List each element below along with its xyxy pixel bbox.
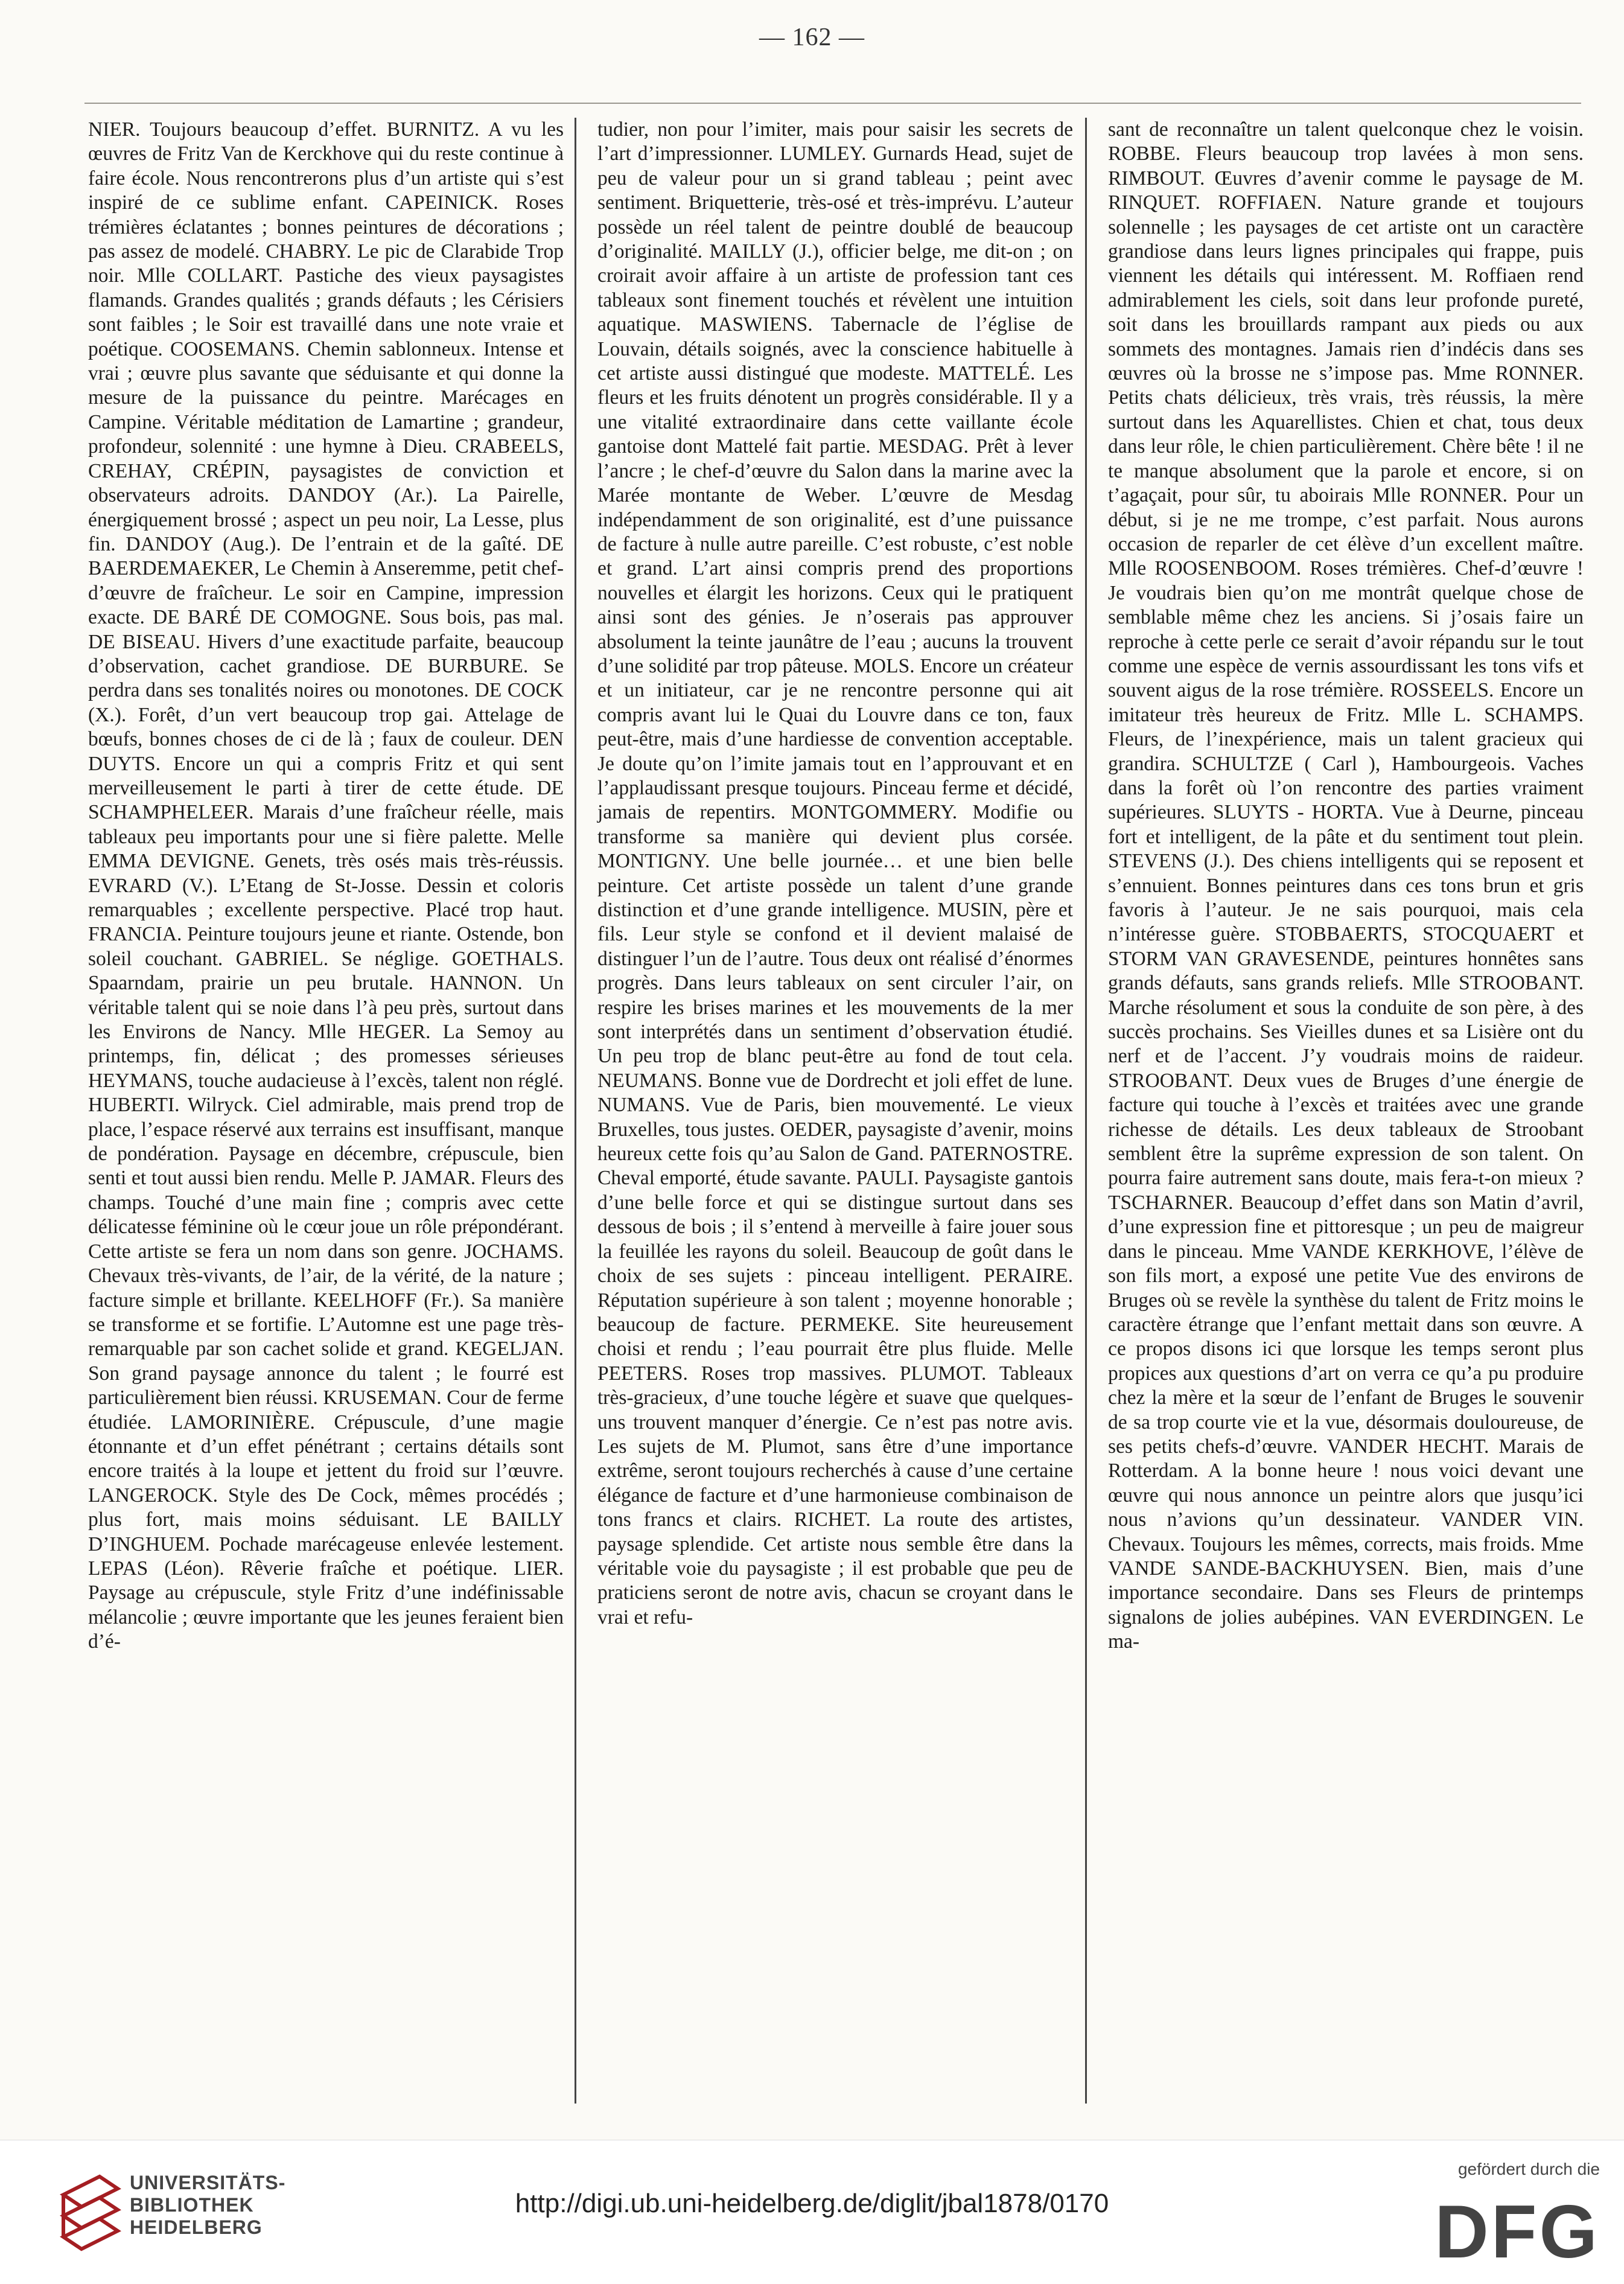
- column-separator: [1085, 118, 1087, 2104]
- footer-bar: [0, 2140, 1624, 2284]
- library-line: UNIVERSITÄTS-: [130, 2172, 286, 2193]
- header-rule: [84, 103, 1581, 104]
- library-line: HEIDELBERG: [130, 2216, 263, 2238]
- text-column-right: [1108, 118, 1584, 1654]
- dfg-logo: DFG: [1435, 2190, 1600, 2274]
- funded-by-label: gefördert durch die: [1457, 2160, 1600, 2178]
- text-column-middle: [597, 118, 1073, 1630]
- page-number: — 162 —: [759, 24, 865, 51]
- library-line: BIBLIOTHEK: [130, 2194, 254, 2216]
- column-text: tudier, non pour l’imiter, mais pour saisir les secrets de l’art d’impressionner. LUMLEY. Gurnards Head, sujet de peu de valeur pour un si grand tableau ; peint avec sentiment. Briquetterie, très-osé et très-imprévu. L’auteur possède un réel talent de peintre doublé de beaucoup d’originalité. MAILLY (J.), officier belge, me dit-on ; on croirait avoir affaire à un artiste de profession tant ces tableaux sont finement touchés et révèlent une intuition aquatique. MASWIENS. Tabernacle de l’église de Louvain, détails soignés, avec la conscience habituelle à cet artiste aussi distingué que modeste. MATTELÉ. Les fleurs et les fruits dénotent un progrès considérable. Il y a une vitalité extraordinaire dans cette vaillante école gantoise dont Mattelé fait partie. MESDAG. Prêt à lever l’ancre ; le chef-d’œuvre du Salon dans la marine avec la Marée montante de Weber. L’œuvre de Mesdag indépendamment de son originalité, est d’une puissance de facture à nulle autre pareille. C’est robuste, c’est noble et grand. L’art ainsi compris prend des proportions nouvelles et élargit les horizons. Ceux qui le pratiquent ainsi sont des génies. Je n’oserais pas approuver absolument la teinte jaunâtre de l’eau ; aucuns la trouvent d’une solidité par trop pâteuse. MOLS. Encore un créateur et un initiateur, car je ne rencontre personne qui ait compris avant lui le Quai du Louvre dans ce ton, faux peut-être, mais d’une hardiesse de convention acceptable. Je doute qu’on l’imite jamais tout en l’approuvant et en l’applaudissant presque toujours. Pinceau ferme et décidé, jamais de repentirs. MONTGOMMERY. Modifie ou transforme sa manière qui devient plus corsée. MONTIGNY. Une belle journée… et une bien belle peinture. Cet artiste possède un talent d’une grande distinction et d’une grande intelligence. MUSIN, père et fils. Leur style se confond et il devient malaisé de distinguer l’un de l’autre. Tous deux ont réalisé d’énormes progrès. Dans leurs tableaux on sent circuler l’air, on respire les brises marines et les mouvements de la mer sont interprétés dans un sentiment d’observation étudié. Un peu trop de blanc peut-être au fond de tout cela. NEUMANS. Bonne vue de Dordrecht et joli effet de lune. NUMANS. Vue de Paris, bien mouvementé. Le vieux Bruxelles, tous justes. OEDER, paysagiste d’avenir, moins heureux cette fois qu’au Salon de Gand. PATERNOSTRE. Cheval emporté, étude savante. PAULI. Paysagiste gantois d’une belle force et qui se distingue surtout dans ses dessous de bois ; il s’entend à merveille à faire jouer sous la feuillée les rayons du soleil. Beaucoup de goût dans le choix de ses sujets : pinceau intelligent. PERAIRE. Réputation supérieure à son talent ; moyenne honorable ; beaucoup de facture. PERMEKE. Site heureusement choisi et rendu ; l’eau pourrait être plus fluide. Melle PEETERS. Roses trop massives. PLUMOT. Tableaux très-gracieux, d’une touche légère et suave que quelques-uns trouvent manquer d’énergie. Ce n’est pas notre avis. Les sujets de M. Plumot, sans être d’une importance extrême, seront toujours recherchés à cause d’une certaine élégance de facture et d’une harmonieuse combinaison de tons francs et clairs. RICHET. La route des artistes, paysage splendide. Cet artiste nous semble être dans la véritable voie du paysagiste ; il est probable que peu de praticiens seront de notre avis, chacun se croyant dans le vrai et refu-: [597, 118, 1073, 1628]
- source-url-link[interactable]: http://digi.ub.uni-heidelberg.de/diglit/jbal1878/0170: [515, 2189, 1109, 2218]
- text-column-left: [88, 118, 564, 1654]
- column-text: sant de reconnaître un talent quelconque chez le voisin. ROBBE. Fleurs beaucoup trop lavées à mon sens. RIMBOUT. Œuvres d’avenir comme le paysage de M. RINQUET. ROFFIAEN. Nature grande et toujours solennelle ; les paysages de cet artiste ont un caractère grandiose dans leurs lignes principales qui frappe, puis viennent les détails qui intéressent. M. Roffiaen rend admirablement les ciels, soit dans leur profonde pureté, soit dans les brouillards rampant aux pieds ou aux sommets des montagnes. Jamais rien d’indécis dans ses œuvres où la brosse ne s’impose pas. Mme RONNER. Petits chats délicieux, très vrais, très réussis, la mère surtout dans les Aquarellistes. Chien et chat, tous deux dans leur rôle, le chien particulièrement. Chère bête ! il ne te manque absolument que la parole et encore, si on t’agaçait, pour sûr, tu aboirais Mlle RONNER. Pour un début, si je ne me trompe, c’est parfait. Nous aurons occasion de reparler de cet élève d’un excellent maître. Mlle ROOSENBOOM. Roses trémières. Chef-d’œuvre ! Je voudrais bien qu’on me montrât quelque chose de semblable même chez les anciens. Si j’osais faire un reproche à cette perle ce serait d’avoir répandu sur le tout comme une espèce de vernis assourdissant les tons vifs et souvent aigus de la rose trémière. ROSSEELS. Encore un imitateur très heureux de Fritz. Mlle L. SCHAMPS. Fleurs, de l’inexpérience, mais un talent gracieux qui grandira. SCHULTZE ( Carl ), Hambourgeois. Vaches dans la forêt où l’on rencontre des parties vraiment supérieures. SLUYTS - HORTA. Vue à Deurne, pinceau fort et intelligent, de la pâte et du sentiment tout plein. STEVENS (J.). Des chiens intelligents qui se reposent et s’ennuient. Bonnes peintures dans ces tons brun et gris favoris à l’auteur. Je ne sais pourquoi, mais cela n’intéresse guère. STOBBAERTS, STOCQUAERT et STORM VAN GRAVESENDE, peintures honnêtes sans grands défauts, sans grands reliefs. Mlle STROOBANT. Marche résolument et sous la conduite de son père, à des succès prochains. Ses Vieilles dunes et sa Lisière ont du nerf et de l’accent. J’y voudrais moins de raideur. STROOBANT. Deux vues de Bruges d’une énergie de facture qui touche à l’excès et traitées avec une grande richesse de détails. Les deux tableaux de Stroobant semblent être la suprême expression de son talent. On pourra faire autrement sans doute, mais fera-t-on mieux ? TSCHARNER. Beaucoup d’effet dans son Matin d’avril, d’une expression fine et pittoresque ; un peu de maigreur dans le pinceau. Mme VANDE KERKHOVE, l’élève de son fils mort, a exposé une petite Vue des environs de Bruges où se revèle la synthèse du talent de Fritz moins le caractère étrange que l’enfant mettait dans son œuvre. A ce propos disons ici que lorsque les temps seront plus propices aux questions d’art on verra ce qu’a pu produire chez la mère et la sœur de l’enfant de Bruges le souvenir de sa trop courte vie et la vue, désormais douloureuse, de ses petits chefs-d’œuvre. VANDER HECHT. Marais de Rotterdam. A la bonne heure ! nous voici devant une œuvre qui nous annonce un peintre alors que jusqu’ici nous n’avions qu’un dessinateur. VANDER VIN. Chevaux. Toujours les mêmes, corrects, mais froids. Mme VANDE SANDE-BACKHUYSEN. Bien, mais d’une importance secondaire. Dans ses Fleurs de printemps signalons de jolies aubépines. VAN EVERDINGEN. Le ma-: [1108, 118, 1584, 1653]
- column-separator: [575, 118, 576, 2104]
- column-text: NIER. Toujours beaucoup d’effet. BURNITZ. A vu les œuvres de Fritz Van de Kerckhove qui du reste continue à faire école. Nous rencontrerons plus d’un artiste qui s’est inspiré de ce sublime enfant. CAPEINICK. Roses trémières éclatantes ; bonnes peintures de décorations ; pas assez de modelé. CHABRY. Le pic de Clarabide Trop noir. Mlle COLLART. Pastiche des vieux paysagistes flamands. Grandes qualités ; grands défauts ; les Cérisiers sont faibles ; le Soir est travaillé dans une note vraie et poétique. COOSEMANS. Chemin sablonneux. Intense et vrai ; œuvre plus savante que séduisante et qui donne la mesure de la puissance du peintre. Marécages en Campine. Véritable méditation de Lamartine ; grandeur, profondeur, solennité : une hymne à Dieu. CRABEELS, CREHAY, CRÉPIN, paysagistes de conviction et observateurs adroits. DANDOY (Ar.). La Pairelle, énergiquement brossé ; aspect un peu noir, La Lesse, plus fin. DANDOY (Aug.). De l’entrain et de la gaîté. DE BAERDEMAEKER, Le Chemin à Anseremme, petit chef-d’œuvre de fraîcheur. Le soir en Campine, impression exacte. DE BARÉ DE COMOGNE. Sous bois, pas mal. DE BISEAU. Hivers d’une exactitude parfaite, beaucoup d’observation, cachet grandiose. DE BURBURE. Se perdra dans ses tonalités noires ou monotones. DE COCK (X.). Forêt, d’un vert beaucoup trop gai. Attelage de bœufs, bonnes choses de ci de là ; faux de couleur. DEN DUYTS. Encore un qui a compris Fritz et qui sent merveilleusement le parti à tirer de cette étude. DE SCHAMPHELEER. Marais d’une fraîcheur réelle, mais tableaux peu importants pour une si fière palette. Melle EMMA DEVIGNE. Genets, très osés mais très-réussis. EVRARD (V.). L’Etang de St-Josse. Dessin et coloris remarquables ; excellente perspective. Placé trop haut. FRANCIA. Peinture toujours jeune et riante. Ostende, bon soleil couchant. GABRIEL. Se néglige. GOETHALS. Spaarndam, prairie un peu brutale. HANNON. Un véritable talent qui se noie dans l’à peu près, surtout dans les Environs de Nancy. Mlle HEGER. La Semoy au printemps, fin, délicat ; des promesses sérieuses HEYMANS, touche audacieuse à l’excès, talent non réglé. HUBERTI. Wilryck. Ciel admirable, mais prend trop de place, l’espace réservé aux terrains est insuffisant, manque de pondération. Paysage en décembre, crépuscule, bien senti et tout aussi bien rendu. Melle P. JAMAR. Fleurs des champs. Touché d’une main fine ; compris avec cette délicatesse féminine où le cœur joue un rôle prépondérant. Cette artiste se fera un nom dans son genre. JOCHAMS. Chevaux très-vivants, de l’air, de la vérité, de la nature ; facture simple et brillante. KEELHOFF (Fr.). Sa manière se transforme et se fortifie. L’Automne est une page très-remarquable par son cachet solide et grand. KEGELJAN. Son grand paysage annonce du talent ; le fourré est particulièrement bien réussi. KRUSEMAN. Cour de ferme étudiée. LAMORINIÈRE. Crépuscule, d’une magie étonnante et d’un effet pénétrant ; certains détails sont encore traités à la loupe et jettent du froid sur l’œuvre. LANGEROCK. Style des De Cock, mêmes procédés ; plus fort, mais moins séduisant. LE BAILLY D’INGHUEM. Pochade marécageuse enlevée lestement. LEPAS (Léon). Rêverie fraîche et poétique. LIER. Paysage au crépuscule, style Fritz d’une indéfinissable mélancolie ; œuvre importante que les jeunes feraient bien d’é-: [88, 118, 564, 1653]
